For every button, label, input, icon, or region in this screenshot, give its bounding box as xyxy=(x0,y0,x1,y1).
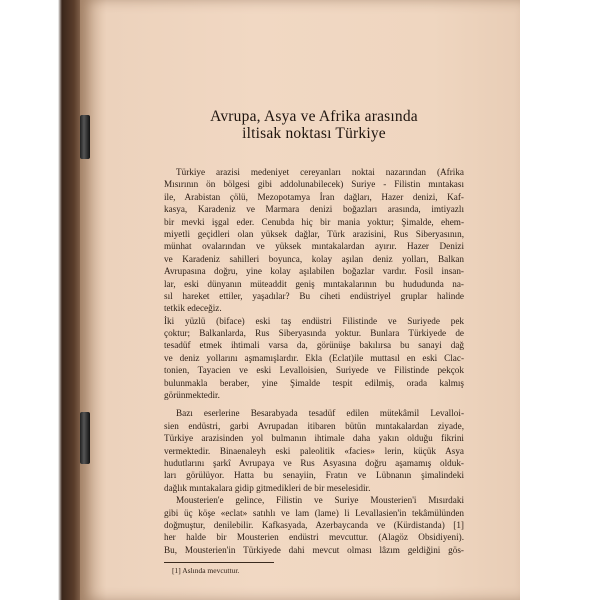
text-line: her halde bir Mousterien endüstri mevcuttur. (Alagöz Obsidiyeni). xyxy=(164,532,464,543)
text-line: sien endüstri, garbi Avrupadan itibaren bütün mıntakalardan ziyade, xyxy=(164,420,464,431)
text-line: dağlık mıntakalara gidip gitmedikleri de bir meselesidir. xyxy=(164,482,371,493)
book-spine-shadow xyxy=(0,0,86,600)
text-line: ve deniz yollarını aşmamışlardır. Ekla (Eclat)ile muttasıl en eski Clac- xyxy=(164,352,464,363)
paragraph-3 xyxy=(164,407,464,494)
paragraph-4 xyxy=(164,494,464,556)
page-text xyxy=(164,108,464,575)
text-line: vermektedir. Binaenaleyh eski paleolitik «facies» lerin, küçük Asya xyxy=(164,445,464,456)
text-line: çoktur; Balkanlarda, Rus Siberyasında yoktur. Bunlara Türkiyede de xyxy=(164,328,464,339)
text-line: ile, Arabistan çölü, Mezopotamya İran dağları, Hazer denizi, Kaf- xyxy=(164,191,464,202)
text-line: ve Karadeniz sahilleri boyunca, kolay aşılan deniz yolları, Balkan xyxy=(164,253,464,264)
text-line: gibi üç köşe «eclat» satıhlı ve lam (lame) li Levallasien'in tekâmülünden xyxy=(164,507,464,518)
text-line: Bu, Mousterien'in Türkiyede dahi mevcut olması lâzım geldiğini gös- xyxy=(164,544,464,555)
text-line: doğmuştur, denilebilir. Kafkasyada, Azerbaycanda ve (Kürdistanda) [1] xyxy=(164,519,464,530)
paragraph-2 xyxy=(164,315,464,402)
text-line: sıl hareket ettiler, yaşadılar? Bu ciheti endüstriyel gruplar halinde xyxy=(164,290,464,301)
text-line: tonien, Tayacien ve eski Levalloisien, Suriyede ve Filistinde pekçok xyxy=(164,365,464,376)
footnote-divider xyxy=(164,562,274,563)
text-line: Mousterien'e gelince, Filistin ve Suriye Mousterien'i Mısırdaki xyxy=(176,495,464,506)
text-line: miyetli geçidleri olan yüksek dağlar, Türk arazisini, Rus Siberyasının, xyxy=(164,228,464,239)
text-line: Mısırının ön bölgesi gibi addolunabilecek) Suriye - Filistin mıntakası xyxy=(164,179,464,190)
text-line: Türkiye arazisi medeniyet cereyanları noktai nazarından (Afrika xyxy=(176,167,464,177)
text-line: İki yüzlü (biface) eski taş endüstri Filistinde ve Suriyede pek xyxy=(164,315,464,326)
text-line: lar, eski dünyanın müteaddit geniş mıntakalarının bu hududunda na- xyxy=(164,278,464,289)
footnote: [1] Aslında mevcuttur. xyxy=(172,566,240,576)
text-line: Türkiye arazisinden yol bulmanın ihtimale daha yakın olduğu fikrini xyxy=(164,433,464,444)
text-line: bulunmakla beraber, yine Şimalde tespit edilmiş, orada kalmış xyxy=(164,377,464,388)
text-line: bir mevki işgal eder. Cenubda hiç bir mania yoktur; Şimalde, ehem- xyxy=(164,216,464,227)
title-line: iltisak noktası Türkiye xyxy=(242,125,386,142)
text-line: görünmektedir. xyxy=(164,390,220,401)
title-line: Avrupa, Asya ve Afrika arasında xyxy=(210,108,418,125)
page-title xyxy=(164,108,464,142)
binding-clip-bottom xyxy=(80,412,90,464)
text-line: ları görülüyor. Hatta bu senayiin, Fratın ve Lübnanın şimalindeki xyxy=(164,470,464,481)
text-line: tesadüf etmek ihtimali varsa da, görünüşe bakılırsa bu sanayi dağ xyxy=(164,340,464,351)
text-line: kasya, Karadeniz ve Marmara denizi boğazları arasında, imtiyazlı xyxy=(164,204,464,215)
binding-clip-top xyxy=(80,115,90,159)
text-line: münhat ovalarından ve yüksek mıntakalardan ayırır. Hazer Denizi xyxy=(164,241,464,252)
text-line: Avrupasına doğru, yine kolay aşılabilen boğazlar vardır. Fosil insan- xyxy=(164,266,464,277)
text-line: Bazı eserlerine Besarabyada tesadüf edilen mütekâmil Levalloi- xyxy=(176,408,464,419)
text-line: tetkik edeceğiz. xyxy=(164,303,222,314)
paragraph-1 xyxy=(164,166,464,315)
text-line: hudutlarını şarkî Avrupaya ve Rus Asyasına doğru aşamamış olduk- xyxy=(164,457,464,468)
